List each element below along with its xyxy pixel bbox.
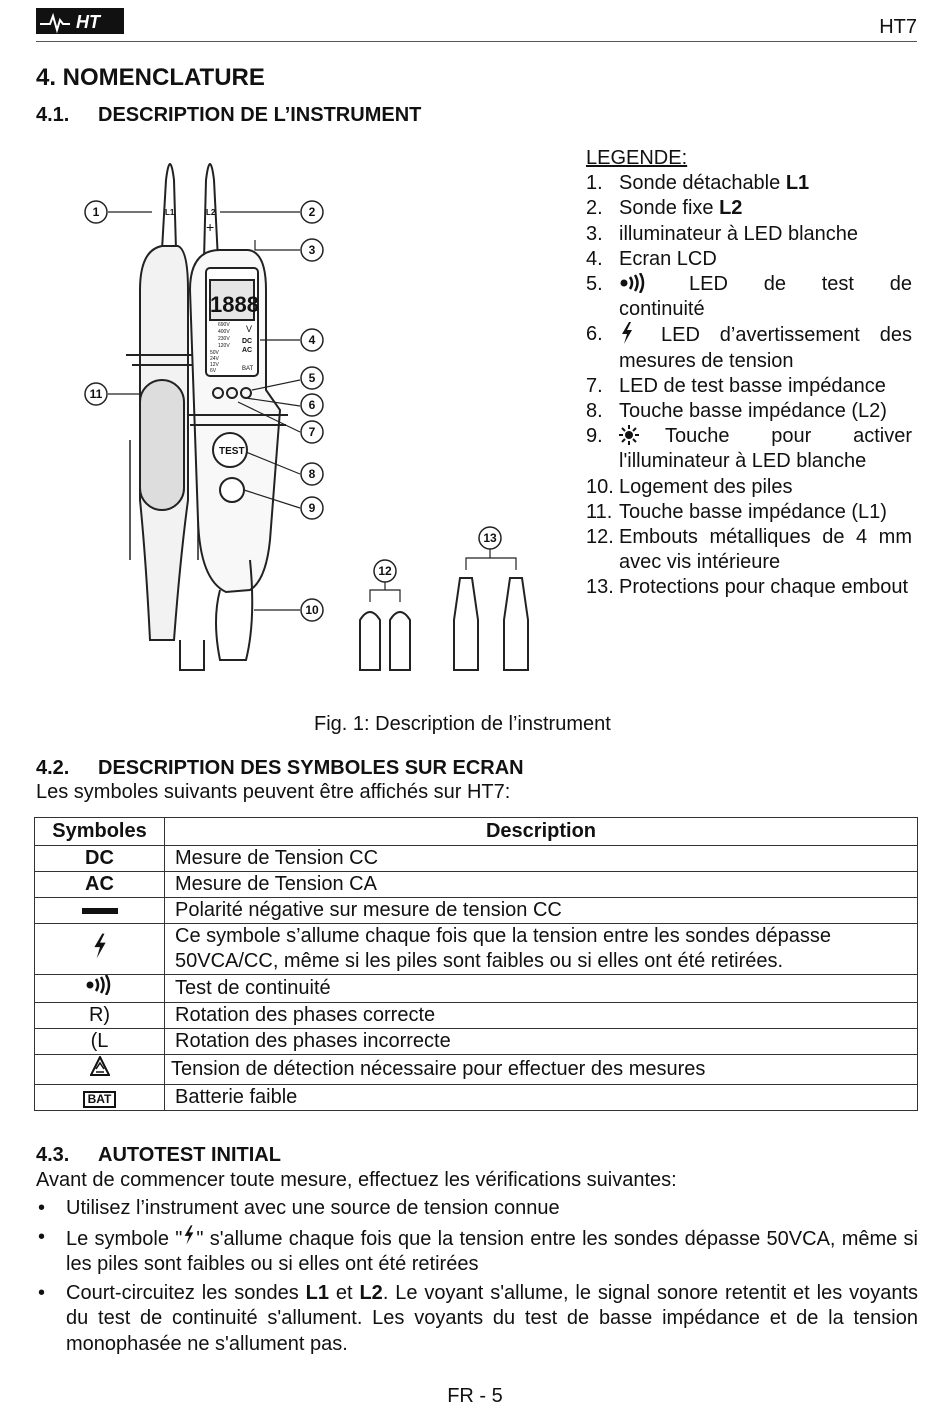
lcd-scale: 50V xyxy=(210,350,219,356)
lcd-scale: 690V xyxy=(218,322,230,328)
symbol-cell: (L xyxy=(35,1029,165,1055)
test-button-label: TEST xyxy=(219,446,245,457)
warning-triangle-icon xyxy=(90,1056,110,1076)
legend-item: 9. Touche pour activer l'illuminateur à LED blanche xyxy=(586,425,912,473)
lcd-scale: 12V xyxy=(210,362,219,368)
description-cell: Batterie faible xyxy=(165,1085,918,1111)
table-row xyxy=(35,872,918,898)
legend-item: 13. Protections pour chaque embout xyxy=(586,576,909,599)
section-4-title: 4. NOMENCLATURE xyxy=(36,64,265,91)
symbol-cell xyxy=(35,924,165,975)
description-cell: Rotation des phases correcte xyxy=(165,1003,918,1029)
lcd-ac: AC xyxy=(242,347,253,354)
table-row xyxy=(35,1085,918,1111)
lcd-scale: 120V xyxy=(218,343,230,349)
callout-11: 11 xyxy=(89,387,103,401)
callout-1: 1 xyxy=(92,205,100,219)
probe-label-plus: + xyxy=(206,219,215,235)
lcd-digits: 1888 xyxy=(210,292,259,317)
table-row xyxy=(35,1055,918,1085)
symbols-table xyxy=(34,817,918,1111)
lcd-dc: DC xyxy=(242,338,253,345)
description-cell: Tension de détection nécessaire pour effectuer des mesures xyxy=(165,1055,918,1085)
callout-7: 7 xyxy=(308,425,316,439)
symbol-cell: AC xyxy=(35,872,165,898)
legend-item: 8. Touche basse impédance (L2) xyxy=(586,400,887,423)
table-row xyxy=(35,846,918,872)
symbol-cell xyxy=(35,975,165,1003)
lcd-scale: 6V xyxy=(210,368,217,374)
legend-title: LEGENDE: xyxy=(586,147,688,169)
callout-3: 3 xyxy=(308,243,316,257)
lightning-icon xyxy=(182,1225,196,1245)
logo-text: HT xyxy=(76,12,100,32)
figure-caption: Fig. 1: Description de l’instrument xyxy=(314,713,611,735)
section-43-heading: 4.3. AUTOTEST INITIAL xyxy=(36,1144,281,1166)
symbol-cell xyxy=(35,1055,165,1085)
legend-item: 7. LED de test basse impédance xyxy=(586,374,886,397)
lcd-bat: BAT xyxy=(242,366,254,372)
description-cell: Ce symbole s’allume chaque fois que la tension entre les sondes dépasse 50VCA/CC, même si les piles sont faibles ou si elles ont été retirées. xyxy=(165,924,918,975)
callout-12: 12 xyxy=(378,564,392,578)
callout-13: 13 xyxy=(483,531,497,545)
figure-legend xyxy=(586,146,912,601)
section-41-heading: 4.1. DESCRIPTION DE L’INSTRUMENT xyxy=(36,104,422,126)
symbol-cell: R) xyxy=(35,1003,165,1029)
continuity-icon xyxy=(619,273,649,293)
symbol-cell xyxy=(35,1085,165,1111)
description-cell: Mesure de Tension CA xyxy=(165,872,918,898)
table-row xyxy=(35,975,918,1003)
table-row xyxy=(35,1029,918,1055)
callout-4: 4 xyxy=(308,333,316,347)
callout-10: 10 xyxy=(305,603,319,617)
lcd-scale: 24V xyxy=(210,356,219,362)
symbol-cell xyxy=(35,898,165,924)
lcd-scale: 230V xyxy=(218,336,230,342)
ht-logo xyxy=(36,8,126,34)
lcd-scale: 400V xyxy=(218,329,230,335)
continuity-icon xyxy=(85,975,115,995)
legend-item: 3. illuminateur à LED blanche xyxy=(586,222,859,245)
table-row xyxy=(35,924,918,975)
instrument-figure xyxy=(70,140,570,705)
description-cell: Rotation des phases incorrecte xyxy=(165,1029,918,1055)
page-number: FR - 5 xyxy=(447,1385,503,1407)
legend-item: 12. Embouts métalliques de 4 mm avec vis intérieure xyxy=(586,526,912,574)
section-43-intro: Avant de commencer toute mesure, effectuez les vérifications suivantes: xyxy=(36,1169,677,1191)
callout-6: 6 xyxy=(308,398,316,412)
table-header-row xyxy=(35,818,918,846)
section-42-heading: 4.2. DESCRIPTION DES SYMBOLES SUR ECRAN xyxy=(36,757,524,779)
autotest-list xyxy=(36,1196,918,1360)
legend-item: 1. Sonde détachable L1 xyxy=(586,172,810,195)
legend-item: 5. LED de test de continuité xyxy=(586,273,912,321)
description-cell: Test de continuité xyxy=(165,975,918,1003)
header-symbols: Symboles xyxy=(35,818,165,846)
probe-label-l2: L2 xyxy=(206,208,216,217)
callout-5: 5 xyxy=(308,371,316,385)
list-item: • Court-circuitez les sondes L1 et L2. Le voyant s'allume, le signal sonore retentit et les voyants du test de continuité s'allument. Les voyants du test de basse impédance et de la tension monophasée ne s'allument pas. xyxy=(38,1281,919,1355)
callout-2: 2 xyxy=(308,205,316,219)
header-divider xyxy=(36,41,917,42)
table-row xyxy=(35,1003,918,1029)
probe-label-l1: L1 xyxy=(165,208,175,217)
model-label: HT7 xyxy=(879,16,917,38)
lcd-unit: V xyxy=(246,324,253,334)
callout-8: 8 xyxy=(308,467,316,481)
list-item: • Le symbole " " s'allume chaque fois que la tension entre les sondes dépasse 50VCA, même si les piles sont faibles ou si elles ont été retirées xyxy=(38,1225,918,1275)
list-item: • Utilisez l’instrument avec une source de tension connue xyxy=(38,1197,560,1219)
description-cell: Polarité négative sur mesure de tension CC xyxy=(165,898,918,924)
minus-bar-icon xyxy=(82,906,118,916)
lamp-icon xyxy=(619,425,639,445)
legend-item: 4. Ecran LCD xyxy=(586,247,717,270)
battery-icon: BAT xyxy=(83,1091,117,1108)
legend-item: 11. Touche basse impédance (L1) xyxy=(586,500,887,523)
section-42-intro: Les symboles suivants peuvent être affichés sur HT7: xyxy=(36,781,511,803)
header-description: Description xyxy=(165,818,918,846)
description-cell: Mesure de Tension CC xyxy=(165,846,918,872)
symbol-cell: DC xyxy=(35,846,165,872)
lightning-icon xyxy=(619,322,635,344)
lightning-icon xyxy=(91,932,109,960)
legend-item: 2. Sonde fixe L2 xyxy=(586,197,743,220)
legend-item: 6. LED d’avertissement des mesures de tension xyxy=(586,323,912,372)
table-row xyxy=(35,898,918,924)
callout-9: 9 xyxy=(308,501,316,515)
legend-item: 10. Logement des piles xyxy=(586,475,793,498)
